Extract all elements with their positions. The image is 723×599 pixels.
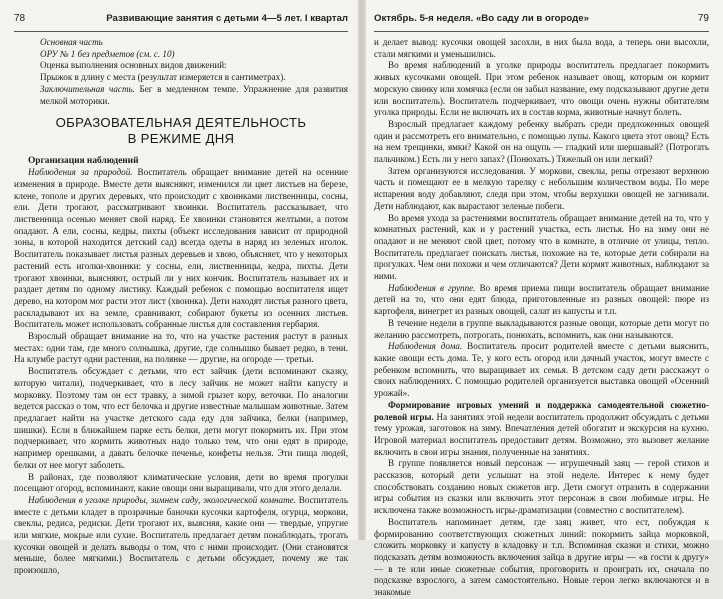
paragraph: Затем организуются исследования. У моркови, свеклы, репы отрезают верхнюю часть и помещают ее в мелкую тарелку с небольшим количеством воды. По мере испарения воду добавляют, следя при этом, чтобы верхушки овощей не загнивали. Дети наблюдают, как вырастают зеленые побеги. <box>374 165 709 211</box>
paragraph-lead: Наблюдения в группе. <box>388 282 476 293</box>
subheading: Организация наблюдений <box>28 156 139 167</box>
paragraph <box>374 400 709 459</box>
paragraph: В районах, где позволяют климатические условия, дети во время прогулки посещают огород, вспоминают, какие овощи они выращивали, что для этого делали. <box>14 471 348 494</box>
paragraph: В течение недели в группе выкладываются разные овощи, которые дети могут по желанию рассмотреть, потрогать, понюхать, вспомнить, как они называются. <box>374 317 709 340</box>
paragraph-text: Во время приема пищи воспитатель обращает внимание детей на то, что они едят блюда, приготовленные из разных овощей: пюре из картофеля, винегрет из разных овощей, салат из капусты и т.п. <box>374 282 710 317</box>
paragraph: Во время ухода за растениями воспитатель обращает внимание детей на то, что у комнатных растений, как и у растений участка, есть листья. Но на зиму они не опадают и не меняют свой цвет, потому что в комнате, в отличие от улицы, тепло. Воспитатель предлагает поискать листья, похожие на те, которые дети собирали на прогулках. Чем они похожи и чем отличаются? Дети кормят животных, наблюдают за ними. <box>374 212 709 282</box>
left-running-head-title: Развивающие занятия с детьми 4—5 лет. I квартал <box>106 12 348 24</box>
right-page-number: 79 <box>697 12 709 24</box>
right-running-head-title: Октябрь. 5-я неделя. «Во саду ли в огороде» <box>374 12 589 24</box>
lesson-main-part <box>14 37 348 107</box>
book-gutter <box>358 0 366 540</box>
paragraph-text: Воспитатель обращает внимание детей на осенние изменения в природе. Вместе дети выясняют, изменился ли цвет листьев на березе, клене, тополе и других деревьях, что происходит с хвоинками лиственницы, сосны, ели. Дети трогают, рассматривают хвоинки. Воспитатель рассказывает, что лиственница осенью меняет свой наряд. Ее хвоинки становятся желтыми, а потом опадают. А ели, сосны, кедры, пихты (объект исследования зависит от природной зоны, в которой находится детский сад) всегда одеты в наряд из зеленых иголок. Воспитатель показывает листья разных деревьев и хвою, объясняет, что у некоторых растений есть иголки-хвоинки: у сосны, ели, лиственницы, кедра, пихты. Дети трогают хвоинки, выясняют, острый ли у них кончик. Воспитатель называет их и раздает детям по одному листику. Каждый ребенок с помощью воспитателя ищет дерево, на котором мог расти этот лист (хвоинка). Дети находят листья разного цвета, раскладывают их на земле, сравнивают, собирают букеты из осенних листьев. Воспитатель может использовать собранные листья для составления гербария. <box>14 167 348 330</box>
left-page-number: 78 <box>14 12 26 24</box>
paragraph-lead: Наблюдения в уголке природы, зимнем саду, экологической комнате. <box>28 494 296 505</box>
paragraph <box>14 495 348 577</box>
jump-line: Прыжок в длину с места (результат измеряется в сантиметрах). <box>40 72 286 83</box>
paragraph-lead: Наблюдения за природой. <box>28 167 133 178</box>
final-part-label: Заключительная часть. <box>40 83 135 94</box>
paragraph-text: Воспитатель вместе с детьми кладет в прозрачные баночки кусочки картофеля, огурца, моркови, свеклы, редиса, редиски. Дети трогают их, выясняя, какие они — твердые, упругие или мягкие, мокрые или сухие. Воспитатель предлагает детям понаблюдать, трогать кусочки овощей и делать выводы о том, что с ними происходит. (Они становятся меньше, более мягкими.) Воспитатель с детьми обсуждает, почему же так произошло, <box>14 494 348 576</box>
paragraph: Воспитатель обсуждает с детьми, что ест зайчик (дети вспоминают сказку, которую читали), подчеркивает, что в лесу зайчик не может найти капусту и морковку. Поэтому там он ест травку, а зимой грызет кору, веточки. По аналогии ведется рассказ о том, что ест белочка и другие известные малышам животные. Затем предлагает найти на участке детского сада еду для зайчика, белки (например, шишки). Если в ближайшем парке есть белки, дети могут покормить их. При этом подчеркивает, что кормить животных надо только тем, что они едят в природе, например орешками, а давать белочке печенье, конфеты нельзя. Эти пища людей, белки от нее могут заболеть. <box>14 366 348 470</box>
paragraph-text: На занятиях этой недели воспитатель продолжит обсуждать с детьми тему урожая, заготовок на зиму. Впечатления детей обогатит и экскурсия на кухню. Игровой материал воспитатель предоставит детям. Возможно, это вызовет желание включить в свои игры знания, полученные на занятиях. <box>374 411 709 457</box>
assessment-line: Оценка выполнения основных видов движений: <box>40 60 227 71</box>
section-title-line-1: ОБРАЗОВАТЕЛЬНАЯ ДЕЯТЕЛЬНОСТЬ <box>55 115 307 131</box>
paragraph: Во время наблюдений в уголке природы воспитатель предлагает покормить живых кусочками овощей. При этом ребенок называет овощ, которым он кормит морскую свинку или хомячка (если он забыл название, ему подсказывают другие дети или воспитатель). Воспитатель подчеркивает, что овощи очень нужны обитателям уголка природы. Если не включать их в состав корма, животные начнут болеть. <box>374 60 709 118</box>
right-page <box>366 0 723 598</box>
paragraph <box>374 283 709 318</box>
right-running-header <box>374 5 709 32</box>
section-title <box>14 115 348 147</box>
paragraph: Взрослый предлагает каждому ребенку выбрать среди предложенных овощей один и рассмотреть его внимательно, с помощью лупы. Какого цвета этот овощ? Есть на нем трещинки, ямки? Какой он на ощупь — гладкий или шершавый? (Потрогать пальчиком.) Есть ли у него запах? (Понюхать.) Тяжелый он или легкий? <box>374 118 709 165</box>
paragraph: В группе появляется новый персонаж — игрушечный заяц — герой стихов и рассказов, который дети услышат на этой неделе. Интерес к нему будет способствовать созданию новых сюжетов игр. Дети смогут отразить в содержании игры события из сказки или включить этот персонаж в свои любимые игры. Не исключена также возможность игры-драматизации (совместно с воспитателем). <box>374 458 709 516</box>
final-part-text: Бег в медленном темпе. Упражнение для развития мелкой моторики. <box>40 83 348 106</box>
paragraph: и делает вывод: кусочки овощей засохли, в них была вода, а теперь они высохли, стали мягкими и уменьшились. <box>374 37 709 59</box>
paragraph: Взрослый обращает внимание на то, что на участке растения растут в разных местах: одни там, где много солнышка, другие, где солнышко бывает редко, в тени. На клумбе растут одни растения, на полянке — другие, на огороде — третьи. <box>14 331 348 365</box>
paragraph-text: Воспитатель просит родителей вместе с детьми выяснить, какие овощи есть дома. Те, у кого есть огород или дачный участок, могут вместе с ребенком вспомнить, что выращивает их семья. В детском саду дети расскажут о своих наблюдениях. С помощью родителей организуется выставка овощей «Осенний урожай». <box>374 341 710 399</box>
final-part-line <box>14 84 348 107</box>
oru-line: ОРУ № 1 без предметов (см. с. 10) <box>40 48 175 59</box>
paragraph <box>374 341 709 400</box>
paragraph-lead: Формирование игровых умений и поддержка самодеятельной сюжетно-ролевой игры. <box>374 399 709 422</box>
paragraph: Воспитатель напоминает детям, где заяц живет, что ест, побуждая к формированию соответствующих сюжетных линий: покормить зайца морковкой, сложить морковку и капусту в кладовку и т.п. Вспоминая сказки и стихи, можно подсказать детям возможность включения зайца в другие игры — «в гости к другу» — в те или иные сюжетные события, проговорить и проиграть их, сначала по подсказке взрослого, а затем самостоятельно. Новые герои легко включаются и в знакомые <box>374 516 709 598</box>
paragraph <box>14 167 348 331</box>
paragraph-lead: Наблюдения дома. <box>388 341 463 352</box>
section-title-line-2: В РЕЖИМЕ ДНЯ <box>127 131 235 147</box>
main-part-label: Основная часть <box>40 37 103 47</box>
left-page <box>0 0 358 576</box>
left-running-header <box>14 5 348 32</box>
